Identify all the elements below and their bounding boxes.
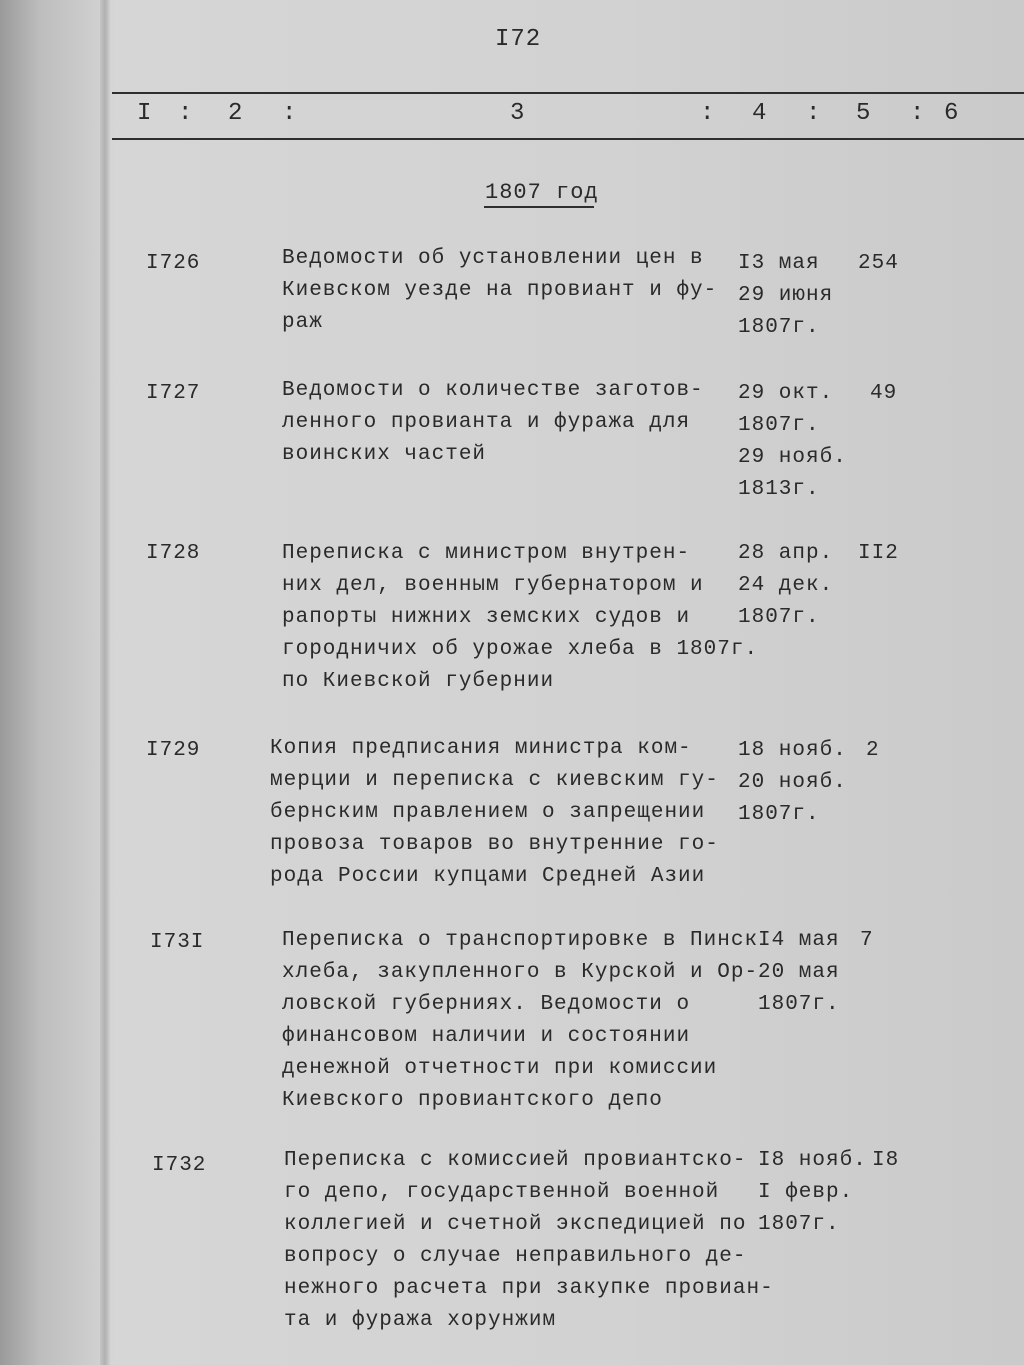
entry-description: Переписка с министром внутрен- них дел, военным губернатором и рапорты нижних земских судов и городничих об урожае хлеба в 1807г. по Киевской губернии — [282, 542, 759, 693]
entry-dates: 28 апр. 24 дек. 1807г. — [738, 542, 834, 629]
column-header-6: 6 — [944, 100, 959, 127]
entry-sheet-count: 49 — [870, 382, 898, 405]
header-top-rule — [112, 92, 1024, 94]
column-separator: : — [910, 100, 925, 127]
entry-sheet-count: 7 — [860, 929, 874, 952]
column-separator: : — [178, 100, 193, 127]
entry-sheet-count: 2 — [866, 739, 880, 762]
entry-sheet-count: I8 — [872, 1149, 900, 1172]
entry-dates: 18 нояб. 20 нояб. 1807г. — [738, 739, 847, 826]
page-number: I72 — [495, 26, 542, 53]
column-separator: : — [282, 100, 297, 127]
column-header-2: 2 — [228, 100, 243, 127]
year-heading-underline — [484, 206, 594, 208]
column-header-3: 3 — [510, 100, 525, 127]
entry-dates: 29 окт. 1807г. 29 нояб. 1813г. — [738, 382, 847, 501]
column-separator: : — [700, 100, 715, 127]
header-bottom-rule — [112, 138, 1024, 140]
entry-description: Переписка о транспортировке в Пинск хлеба, закупленного в Курской и Ор- ловской губерниях. Ведомости о финансовом наличии и состоянии денежной отчетности при комиссии Киевского провиантского депо — [282, 929, 759, 1112]
column-header-5: 5 — [856, 100, 871, 127]
column-header-4: 4 — [752, 100, 767, 127]
column-separator: : — [806, 100, 821, 127]
entry-number: I727 — [146, 382, 201, 405]
entry-number: I726 — [146, 252, 201, 275]
year-heading: 1807 год — [485, 180, 599, 205]
entry-dates: I4 мая 20 мая 1807г. — [758, 929, 840, 1016]
entry-sheet-count: II2 — [858, 542, 899, 565]
entry-description: Копия предписания министра ком- мерции и переписка с киевским гу- бернским правлением о запрещении провоза товаров во внутренние го- рода России купцами Средней Азии — [270, 737, 719, 888]
entry-number: I728 — [146, 542, 201, 565]
entry-description: Ведомости об установлении цен в Киевском уезде на провиант и фу- раж — [282, 247, 718, 334]
entry-description: Ведомости о количестве заготов- ленного провианта и фуража для воинских частей — [282, 379, 704, 466]
entry-number: I732 — [152, 1154, 207, 1177]
entry-description: Переписка с комиссией провиантско- го депо, государственной военной коллегией и счетной экспедицией по вопросу о случае неправильного де- нежного расчета при закупке провиан- та и фуража хорунжим — [284, 1149, 774, 1332]
entry-number: I729 — [146, 739, 201, 762]
entry-dates: I8 нояб. I февр. 1807г. — [758, 1149, 867, 1236]
column-header-1: I — [137, 100, 152, 127]
entry-dates: I3 мая 29 июня 1807г. — [738, 252, 834, 339]
page-fold-shadow — [100, 0, 110, 1365]
entry-sheet-count: 254 — [858, 252, 899, 275]
entry-number: I73I — [150, 931, 205, 954]
